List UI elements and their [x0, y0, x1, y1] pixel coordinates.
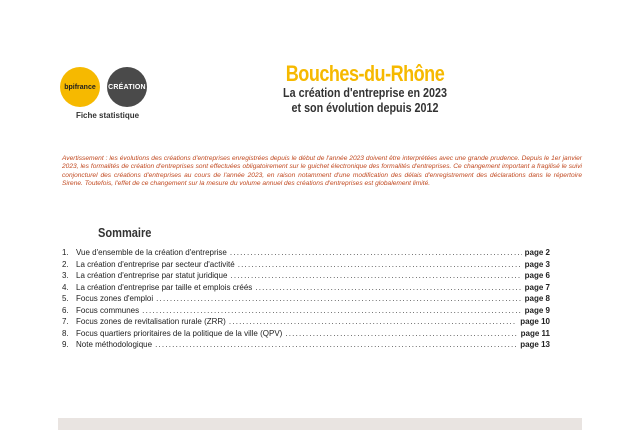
toc-item-page: page 9	[524, 305, 550, 315]
bpifrance-logo: bpifrance	[60, 67, 100, 107]
toc-item-label: Focus zones d'emploi	[76, 294, 154, 303]
logo-caption: Fiche statistique	[75, 111, 140, 120]
toc-item-number: 4.	[62, 282, 69, 292]
toc-leader-dots	[230, 271, 521, 280]
toc-item-page: page 2	[524, 248, 550, 257]
toc-item[interactable]	[62, 294, 550, 306]
toc-leader-dots	[285, 329, 517, 338]
toc-item[interactable]	[62, 317, 550, 329]
toc-item-number: 7.	[62, 317, 69, 326]
toc-item-label: La création d'entreprise par secteur d'activité	[76, 259, 235, 269]
toc-item-number: 2.	[62, 259, 69, 269]
toc-item-number: 5.	[62, 294, 69, 303]
toc-item-page: page 7	[524, 282, 550, 292]
header	[230, 62, 500, 116]
toc-item-label: Focus communes	[76, 305, 140, 315]
toc-item-label: Vue d'ensemble de la création d'entreprise	[76, 248, 227, 257]
toc-leader-dots	[255, 283, 521, 292]
toc-leader-dots	[156, 294, 522, 303]
page-title: Bouches-du-Rhône	[285, 61, 445, 86]
toc-leader-dots	[230, 248, 522, 257]
toc-item-label: La création d'entreprise par taille et emplois créés	[76, 282, 253, 292]
toc-item[interactable]	[62, 271, 550, 283]
toc-item-page: page 6	[524, 271, 550, 280]
toc-leader-dots	[142, 306, 522, 315]
creation-logo: CRÉATION	[107, 67, 147, 107]
subtitle-line-2: et son évolution depuis 2012	[291, 101, 439, 115]
toc-item[interactable]	[62, 283, 550, 295]
toc-item-page: page 3	[524, 259, 550, 269]
toc-item[interactable]	[62, 329, 550, 341]
section-band	[58, 418, 582, 430]
toc-item-page: page 10	[520, 317, 550, 326]
toc-item-page: page 8	[524, 294, 550, 303]
toc-item-number: 1.	[62, 248, 69, 257]
toc-item-number: 9.	[62, 340, 69, 349]
warning-text: Avertissement : les évolutions des créations d'entreprises enregistrées depuis le début de l'année 2023 doivent être interprétées avec une grande prudence. Depuis le 1er janvier 2023, les formalités de création d'entreprises sont effectuées obligatoirement sur le guichet électronique des formalités d'entreprises. Ce changement important a fragilisé le suivi conjoncturel des créations d'entreprises au cours de l'année 2023, en raison notamment d'une modification des délais d'enregistrement des déclarations dans le répertoire Sirene. Toutefois, l'effet de ce changement sur la mesure du volume annuel des créations d'entreprises est globalement limité.	[62, 155, 582, 188]
sommaire-title: Sommaire	[98, 225, 152, 240]
toc-leader-dots	[229, 317, 517, 326]
subtitle-line-1: La création d'entreprise en 2023	[283, 86, 447, 100]
toc-leader-dots	[155, 340, 517, 349]
toc-item-label: Note méthodologique	[76, 340, 153, 349]
toc-item[interactable]	[62, 248, 550, 260]
toc-item[interactable]	[62, 306, 550, 318]
toc-item-page: page 11	[520, 328, 550, 338]
toc-item-label: La création d'entreprise par statut juridique	[76, 271, 228, 280]
toc-item-number: 3.	[62, 271, 69, 280]
toc-item-number: 6.	[62, 305, 69, 315]
toc-item[interactable]	[62, 340, 550, 352]
logo-group	[60, 67, 155, 119]
toc-item-label: Focus zones de revitalisation rurale (ZRR)	[76, 317, 226, 326]
table-of-contents	[62, 248, 550, 352]
toc-leader-dots	[238, 260, 522, 269]
toc-item-number: 8.	[62, 328, 69, 338]
toc-item[interactable]	[62, 260, 550, 272]
toc-item-label: Focus quartiers prioritaires de la politique de la ville (QPV)	[76, 328, 283, 338]
toc-item-page: page 13	[520, 340, 550, 349]
